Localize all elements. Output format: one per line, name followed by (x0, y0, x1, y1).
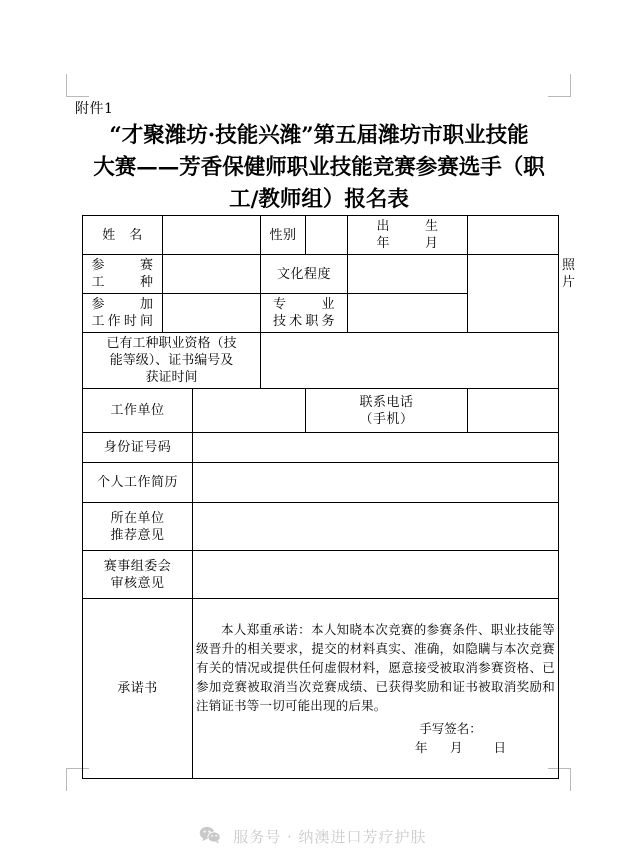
committee-opinion-input[interactable] (193, 551, 559, 599)
phone-label (306, 389, 468, 433)
commitment-label: 承诺书 (83, 599, 193, 779)
unit-opinion-input[interactable] (193, 503, 559, 551)
table-row (83, 389, 559, 433)
table-row: 姓 名 性别 出生 年月 照片 (83, 216, 559, 255)
phone-label-line-2: （手机） (359, 411, 414, 427)
signature-label[interactable]: 手写签名： (419, 721, 482, 736)
table-row (83, 551, 559, 599)
gender-label: 性别 (261, 216, 306, 255)
work-start-label-line-1: 参 加 (91, 297, 154, 312)
gender-input[interactable] (306, 216, 348, 255)
name-label: 姓 名 (83, 216, 163, 255)
existing-certificate-input[interactable] (261, 333, 559, 389)
table-row (83, 333, 559, 389)
employer-input[interactable] (193, 389, 306, 433)
work-start-label-line-2: 工作时间 (91, 314, 154, 329)
unit-opinion-label-line-1: 所在单位 (110, 510, 165, 526)
id-number-input[interactable] (193, 433, 559, 463)
registration-form-table (82, 215, 577, 779)
unit-opinion-label-line-2: 推荐意见 (110, 527, 165, 543)
page-title-line-2: 大赛——芳香保健师职业技能竞赛参赛选手（职 (93, 155, 545, 180)
commitment-text: 本人郑重承诺：本人知晓本次竞赛的参赛条件、职业技能等级晋升的相关要求，提交的材料真实、准确，如隐瞒与本次竞赛有关的情况或提供任何虚假材料，愿意接受被取消参赛资格、已参加竞赛被取消当次竞赛成绩、已获得奖励和证书被取消奖励和注销证书等一切可能出现的后果。 (196, 622, 555, 713)
work-resume-label: 个人工作简历 (83, 463, 193, 503)
competition-trade-label-line-2: 工 种 (91, 275, 154, 290)
signature-date-label[interactable]: 年 月 日 (415, 740, 508, 755)
education-input[interactable] (348, 255, 468, 294)
signature-block (196, 719, 555, 757)
unit-opinion-label (83, 503, 193, 551)
table-row (83, 255, 559, 294)
page-title-line-3: 工/教师组）报名表 (229, 187, 409, 212)
birth-date-label-line-1: 出生 (376, 219, 439, 234)
commitment-body (193, 599, 559, 779)
committee-opinion-label (83, 551, 193, 599)
work-start-label (83, 294, 163, 333)
table-row (83, 463, 559, 503)
crop-mark-top-right (548, 74, 571, 97)
professional-title-input[interactable] (348, 294, 468, 333)
existing-certificate-label-line-3: 获证时间 (145, 370, 198, 385)
professional-title-label-line-1: 专 业 (273, 297, 335, 312)
attachment-label: 附件1 (75, 101, 114, 117)
professional-title-label-line-2: 技术职务 (273, 314, 335, 329)
existing-certificate-label-line-1: 已有工种职业资格（技 (106, 336, 237, 351)
id-number-label: 身份证号码 (83, 433, 193, 463)
page-title-line-1: “才聚潍坊·技能兴潍”第五届潍坊市职业技能 (109, 123, 529, 148)
birth-date-label-line-2: 年月 (376, 236, 439, 251)
table-row (83, 599, 559, 779)
competition-trade-label-line-1: 参 赛 (91, 258, 154, 273)
birth-date-input[interactable] (468, 216, 559, 255)
table-row (83, 503, 559, 551)
crop-mark-top-left (66, 74, 89, 97)
table-row (83, 294, 559, 333)
committee-opinion-label-line-2: 审核意见 (110, 575, 165, 591)
phone-input[interactable] (468, 389, 559, 433)
employer-label: 工作单位 (83, 389, 193, 433)
wechat-icon (199, 826, 221, 848)
table-row (83, 433, 559, 463)
birth-date-label (348, 216, 468, 255)
committee-opinion-label-line-1: 赛事组委会 (103, 558, 172, 574)
education-label: 文化程度 (261, 255, 348, 294)
existing-certificate-label (83, 333, 261, 389)
phone-label-line-1: 联系电话 (359, 394, 414, 410)
footer-watermark (0, 826, 636, 848)
professional-title-label (261, 294, 348, 333)
name-input[interactable] (163, 216, 261, 255)
footer-text: 服务号 · 纳澳进口芳疗护肤 (233, 828, 427, 846)
work-start-input[interactable] (163, 294, 261, 333)
competition-trade-input[interactable] (163, 255, 261, 294)
competition-trade-label (83, 255, 163, 294)
work-resume-input[interactable] (193, 463, 559, 503)
existing-certificate-label-line-2: 能等级）、证书编号及 (109, 353, 234, 368)
page-title (78, 120, 560, 216)
